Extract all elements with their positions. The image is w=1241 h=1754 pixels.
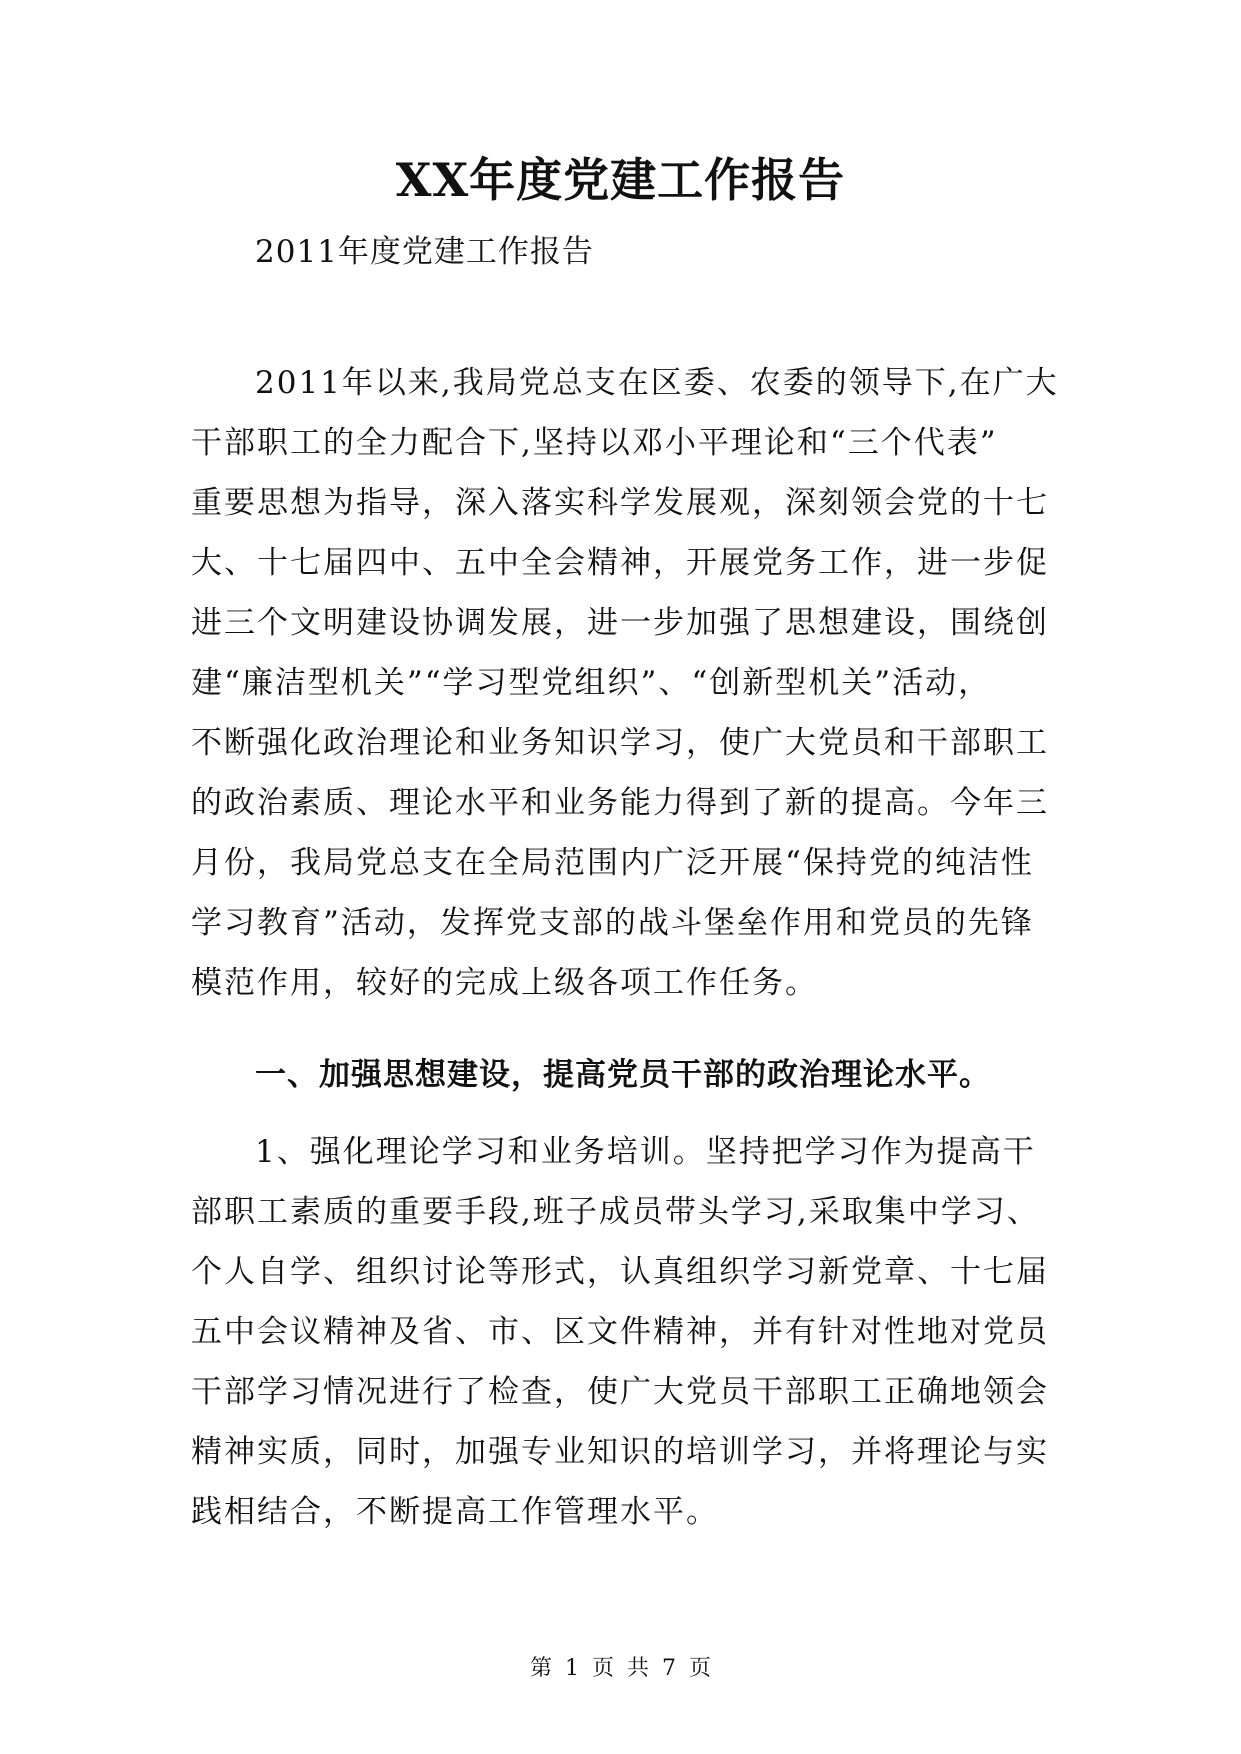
page-number-footer: 第 1 页 共 7 页 [530, 1656, 711, 1681]
paragraph-line: 不断强化政治理论和业务知识学习，使广大党员和干部职工 [191, 725, 1049, 761]
section-heading: 一、加强思想建设，提高党员干部的政治理论水平。 [255, 1057, 991, 1093]
paragraph-section-1 [191, 1122, 1071, 1542]
paragraph-line: 2011年以来,我局党总支在区委、农委的领导下,在广大 [255, 365, 1059, 401]
document-subtitle: 2011年度党建工作报告 [255, 234, 594, 270]
paragraph-line: 1、强化理论学习和业务培训。坚持把学习作为提高干 [255, 1134, 1036, 1170]
paragraph-line: 干部职工的全力配合下,坚持以邓小平理论和“三个代表” [191, 425, 998, 461]
paragraph-line: 大、十七届四中、五中全会精神，开展党务工作，进一步促 [191, 545, 1049, 581]
paragraph-intro [191, 353, 1071, 1013]
paragraph-line: 精神实质，同时，加强专业知识的培训学习，并将理论与实 [191, 1434, 1049, 1470]
paragraph-line: 学习教育”活动，发挥党支部的战斗堡垒作用和党员的先锋 [191, 905, 1034, 941]
paragraph-line: 个人自学、组织讨论等形式，认真组织学习新党章、十七届 [191, 1254, 1049, 1290]
paragraph-line: 部职工素质的重要手段,班子成员带头学习,采取集中学习、 [191, 1194, 1040, 1230]
paragraph-line: 模范作用，较好的完成上级各项工作任务。 [191, 965, 818, 1001]
paragraph-line: 重要思想为指导，深入落实科学发展观，深刻领会党的十七 [191, 485, 1049, 521]
paragraph-line: 建“廉洁型机关”“学习型党组织”、“创新型机关”活动， [191, 665, 992, 701]
paragraph-line: 月份，我局党总支在全局范围内广泛开展“保持党的纯洁性 [191, 845, 1034, 881]
paragraph-line: 的政治素质、理论水平和业务能力得到了新的提高。今年三 [191, 785, 1049, 821]
paragraph-line: 干部学习情况进行了检查，使广大党员干部职工正确地领会 [191, 1374, 1049, 1410]
paragraph-line: 进三个文明建设协调发展，进一步加强了思想建设，围绕创 [191, 605, 1049, 641]
paragraph-line: 五中会议精神及省、市、区文件精神，并有针对性地对党员 [191, 1314, 1049, 1350]
paragraph-line: 践相结合，不断提高工作管理水平。 [191, 1494, 719, 1530]
document-title: XX年度党建工作报告 [395, 153, 846, 207]
